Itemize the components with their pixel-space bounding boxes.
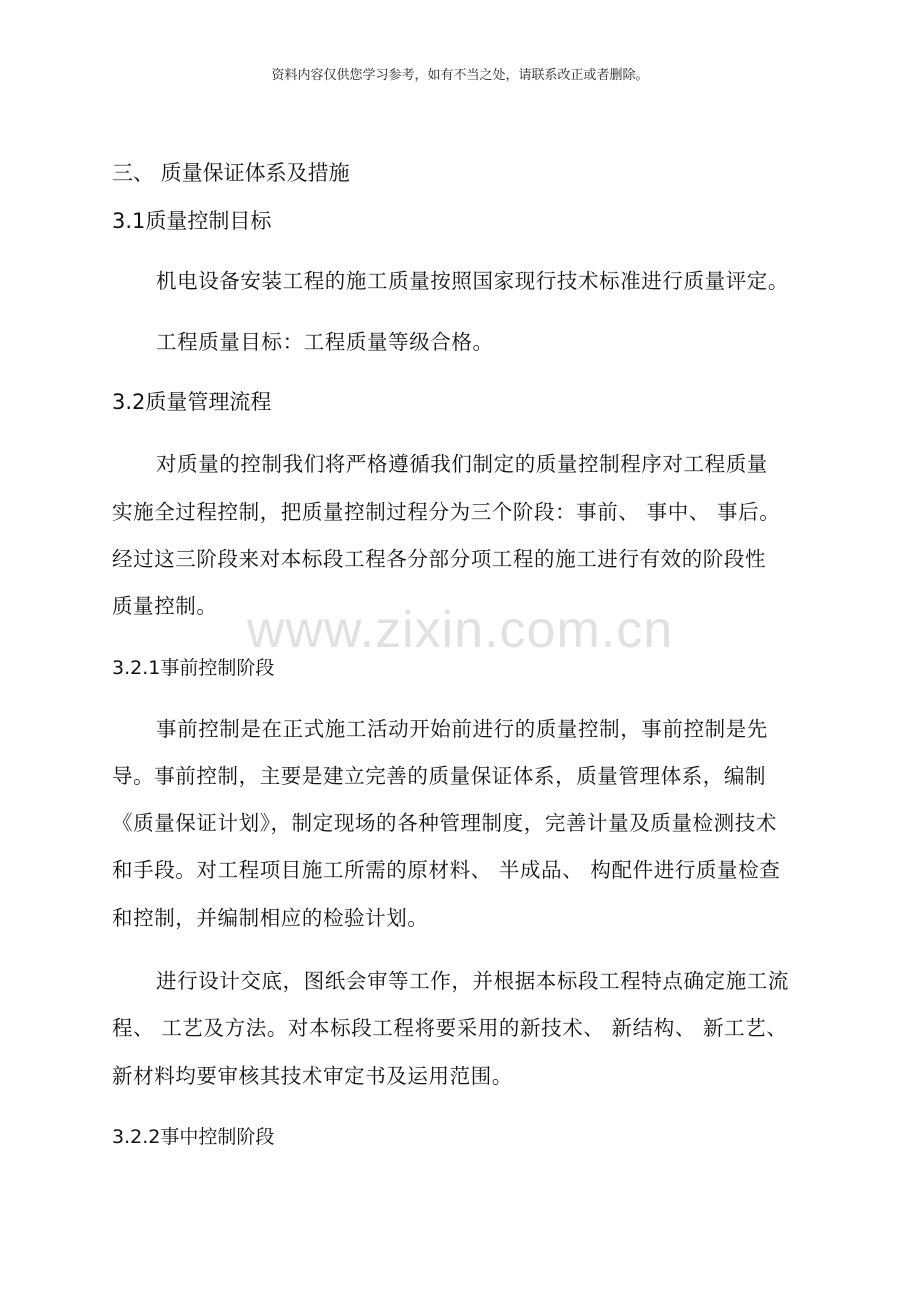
paragraph-line: 新材料均要审核其技术审定书及运用范围。 [112, 1064, 513, 1088]
paragraph-line: 程、 工艺及方法。对本标段工程将要采用的新技术、 新结构、 新工艺、 [112, 1016, 788, 1040]
subsection-heading-3-2: 3.2质量管理流程 [112, 390, 272, 414]
paragraph-line: 导。事前控制，主要是建立完善的质量保证体系，质量管理体系，编制 [112, 764, 767, 788]
paragraph-line: 和控制，并编制相应的检验计划。 [112, 906, 429, 930]
paragraph-line: 经过这三阶段来对本标段工程各分部分项工程的施工进行有效的阶段性 [112, 547, 767, 571]
paragraph-line: 质量控制。 [112, 594, 218, 618]
paragraph-line: 对质量的控制我们将严格遵循我们制定的质量控制程序对工程质量 [156, 452, 768, 476]
paragraph-line: 进行设计交底，图纸会审等工作，并根据本标段工程特点确定施工流 [156, 969, 789, 993]
watermark: www.zixin.com.cn [246, 601, 674, 659]
subsection-heading-3-2-1: 3.2.1事前控制阶段 [112, 657, 275, 679]
paragraph-line: 实施全过程控制，把质量控制过程分为三个阶段：事前、 事中、 事后。 [112, 500, 781, 524]
paragraph-line: 和手段。对工程项目施工所需的原材料、 半成品、 构配件进行质量检查 [112, 858, 781, 882]
paragraph-line: 机电设备安装工程的施工质量按照国家现行技术标准进行质量评定。 [156, 269, 789, 293]
header-disclaimer: 资料内容仅供您学习参考，如有不当之处，请联系改正或者删除。 [271, 68, 649, 83]
subsection-heading-3-2-2: 3.2.2事中控制阶段 [112, 1126, 275, 1148]
paragraph-line: 事前控制是在正式施工活动开始前进行的质量控制，事前控制是先 [156, 717, 768, 741]
paragraph-line: 工程质量目标：工程质量等级合格。 [156, 330, 494, 354]
subsection-heading-3-1: 3.1质量控制目标 [112, 209, 272, 233]
section-heading: 三、 质量保证体系及措施 [112, 161, 350, 185]
paragraph-line: 《质量保证计划》，制定现场的各种管理制度，完善计量及质量检测技术 [112, 811, 777, 835]
